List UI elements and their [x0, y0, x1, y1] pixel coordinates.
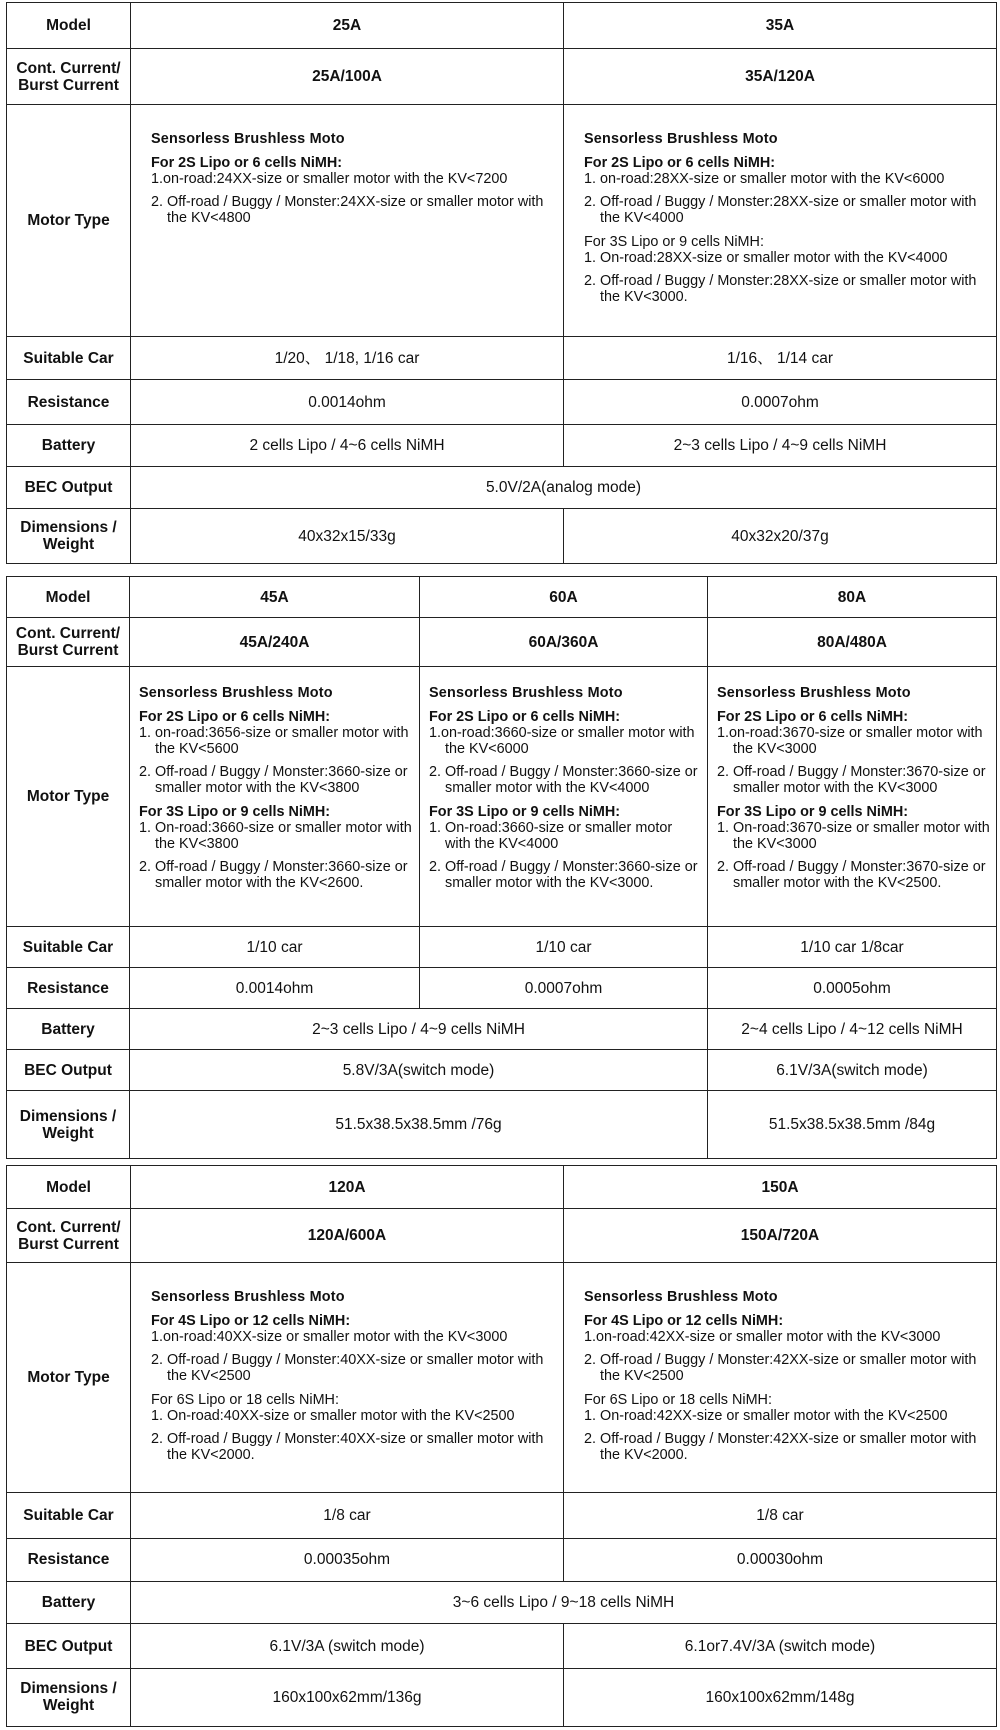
model-120a: 120A [131, 1166, 564, 1209]
label-bec-output: BEC Output [7, 1624, 131, 1669]
current-120a: 120A/600A [131, 1209, 564, 1263]
dims-45a-60a: 51.5x38.5x38.5mm /76g [130, 1091, 708, 1159]
battery-80a: 2~4 cells Lipo / 4~12 cells NiMH [708, 1009, 997, 1050]
car-150a: 1/8 car [564, 1493, 997, 1539]
current-45a: 45A/240A [130, 618, 420, 667]
battery-25a: 2 cells Lipo / 4~6 cells NiMH [131, 424, 564, 466]
car-45a: 1/10 car [130, 927, 420, 968]
resistance-150a: 0.00030ohm [564, 1538, 997, 1581]
label-motor-type: Motor Type [7, 105, 131, 337]
bec-80a: 6.1V/3A(switch mode) [708, 1050, 997, 1091]
bec-45a-60a: 5.8V/3A(switch mode) [130, 1050, 708, 1091]
spec-table-45a-60a-80a [6, 576, 997, 1159]
current-150a: 150A/720A [564, 1209, 997, 1263]
resistance-45a: 0.0014ohm [130, 968, 420, 1009]
label-motor-type: Motor Type [7, 667, 130, 927]
label-battery: Battery [7, 1009, 130, 1050]
label-battery: Battery [7, 424, 131, 466]
current-25a: 25A/100A [131, 49, 564, 105]
motor-type-25a: Sensorless Brushless Moto For 2S Lipo or 6 cells NiMH: 1.on-road:24XX-size or smaller motor with the KV<7200 2. Off-road / Buggy / Monster:24XX-size or smaller motor with the KV<4800 [131, 105, 564, 337]
model-45a: 45A [130, 577, 420, 618]
label-current: Cont. Current/ Burst Current [7, 618, 130, 667]
dims-120a: 160x100x62mm/136g [131, 1668, 564, 1726]
car-60a: 1/10 car [420, 927, 708, 968]
label-current: Cont. Current/ Burst Current [7, 1209, 131, 1263]
dims-25a: 40x32x15/33g [131, 509, 564, 564]
bec-150a: 6.1or7.4V/3A (switch mode) [564, 1624, 997, 1669]
car-80a: 1/10 car 1/8car [708, 927, 997, 968]
current-60a: 60A/360A [420, 618, 708, 667]
motor-type-45a: Sensorless Brushless Moto For 2S Lipo or 6 cells NiMH: 1. on-road:3656-size or smaller motor with the KV<5600 2. Off-road / Buggy / Monster:3660-size or smaller motor with the KV<3800 For 3S Lipo or 9 cells NiMH: 1. On-road:3660-size or smaller motor with the KV<3800 2. Off-road / Buggy / Monster:3660-size or smaller motor with the KV<2600. [130, 667, 420, 927]
label-battery: Battery [7, 1582, 131, 1624]
model-25a: 25A [131, 3, 564, 49]
dims-80a: 51.5x38.5x38.5mm /84g [708, 1091, 997, 1159]
model-150a: 150A [564, 1166, 997, 1209]
resistance-25a: 0.0014ohm [131, 380, 564, 424]
current-80a: 80A/480A [708, 618, 997, 667]
bec-120a: 6.1V/3A (switch mode) [131, 1624, 564, 1669]
bec-25a-35a: 5.0V/2A(analog mode) [131, 466, 997, 508]
resistance-80a: 0.0005ohm [708, 968, 997, 1009]
label-suitable-car: Suitable Car [7, 1493, 131, 1539]
label-dimensions: Dimensions / Weight [7, 1668, 131, 1726]
spec-table-120a-150a [6, 1165, 997, 1727]
resistance-60a: 0.0007ohm [420, 968, 708, 1009]
motor-type-120a: Sensorless Brushless Moto For 4S Lipo or 12 cells NiMH: 1.on-road:40XX-size or smaller motor with the KV<3000 2. Off-road / Buggy / Monster:40XX-size or smaller motor with the KV<2500 For 6S Lipo or 18 cells NiMH: 1. On-road:40XX-size or smaller motor with the KV<2500 2. Off-road / Buggy / Monster:40XX-size or smaller motor with the KV<2000. [131, 1263, 564, 1493]
motor-type-60a: Sensorless Brushless Moto For 2S Lipo or 6 cells NiMH: 1.on-road:3660-size or smaller motor with the KV<6000 2. Off-road / Buggy / Monster:3660-size or smaller motor with the KV<4000 For 3S Lipo or 9 cells NiMH: 1. On-road:3660-size or smaller motor with the KV<4000 2. Off-road / Buggy / Monster:3660-size or smaller motor with the KV<3000. [420, 667, 708, 927]
battery-35a: 2~3 cells Lipo / 4~9 cells NiMH [564, 424, 997, 466]
current-35a: 35A/120A [564, 49, 997, 105]
label-model: Model [7, 1166, 131, 1209]
label-resistance: Resistance [7, 380, 131, 424]
car-25a: 1/20、 1/18, 1/16 car [131, 337, 564, 380]
resistance-35a: 0.0007ohm [564, 380, 997, 424]
label-dimensions: Dimensions / Weight [7, 1091, 130, 1159]
label-model: Model [7, 577, 130, 618]
label-current: Cont. Current/ Burst Current [7, 49, 131, 105]
label-resistance: Resistance [7, 1538, 131, 1581]
label-suitable-car: Suitable Car [7, 337, 131, 380]
car-35a: 1/16、 1/14 car [564, 337, 997, 380]
car-120a: 1/8 car [131, 1493, 564, 1539]
battery-45a-60a: 2~3 cells Lipo / 4~9 cells NiMH [130, 1009, 708, 1050]
model-80a: 80A [708, 577, 997, 618]
label-motor-type: Motor Type [7, 1263, 131, 1493]
label-resistance: Resistance [7, 968, 130, 1009]
dims-35a: 40x32x20/37g [564, 509, 997, 564]
label-model: Model [7, 3, 131, 49]
battery-120a-150a: 3~6 cells Lipo / 9~18 cells NiMH [131, 1582, 997, 1624]
motor-type-80a: Sensorless Brushless Moto For 2S Lipo or 6 cells NiMH: 1.on-road:3670-size or smaller motor with the KV<3000 2. Off-road / Buggy / Monster:3670-size or smaller motor with the KV<3000 For 3S Lipo or 9 cells NiMH: 1. On-road:3670-size or smaller motor with the KV<3000 2. Off-road / Buggy / Monster:3670-size or smaller motor with the KV<2500. [708, 667, 997, 927]
dims-150a: 160x100x62mm/148g [564, 1668, 997, 1726]
label-bec-output: BEC Output [7, 466, 131, 508]
label-suitable-car: Suitable Car [7, 927, 130, 968]
spec-table-25a-35a [6, 2, 997, 564]
label-dimensions: Dimensions / Weight [7, 509, 131, 564]
resistance-120a: 0.00035ohm [131, 1538, 564, 1581]
motor-type-150a: Sensorless Brushless Moto For 4S Lipo or 12 cells NiMH: 1.on-road:42XX-size or smaller motor with the KV<3000 2. Off-road / Buggy / Monster:42XX-size or smaller motor with the KV<2500 For 6S Lipo or 18 cells NiMH: 1. On-road:42XX-size or smaller motor with the KV<2500 2. Off-road / Buggy / Monster:42XX-size or smaller motor with the KV<2000. [564, 1263, 997, 1493]
label-bec-output: BEC Output [7, 1050, 130, 1091]
model-60a: 60A [420, 577, 708, 618]
motor-type-35a: Sensorless Brushless Moto For 2S Lipo or 6 cells NiMH: 1. on-road:28XX-size or smaller motor with the KV<6000 2. Off-road / Buggy / Monster:28XX-size or smaller motor with the KV<4000 For 3S Lipo or 9 cells NiMH: 1. On-road:28XX-size or smaller motor with the KV<4000 2. Off-road / Buggy / Monster:28XX-size or smaller motor with the KV<3000. [564, 105, 997, 337]
model-35a: 35A [564, 3, 997, 49]
